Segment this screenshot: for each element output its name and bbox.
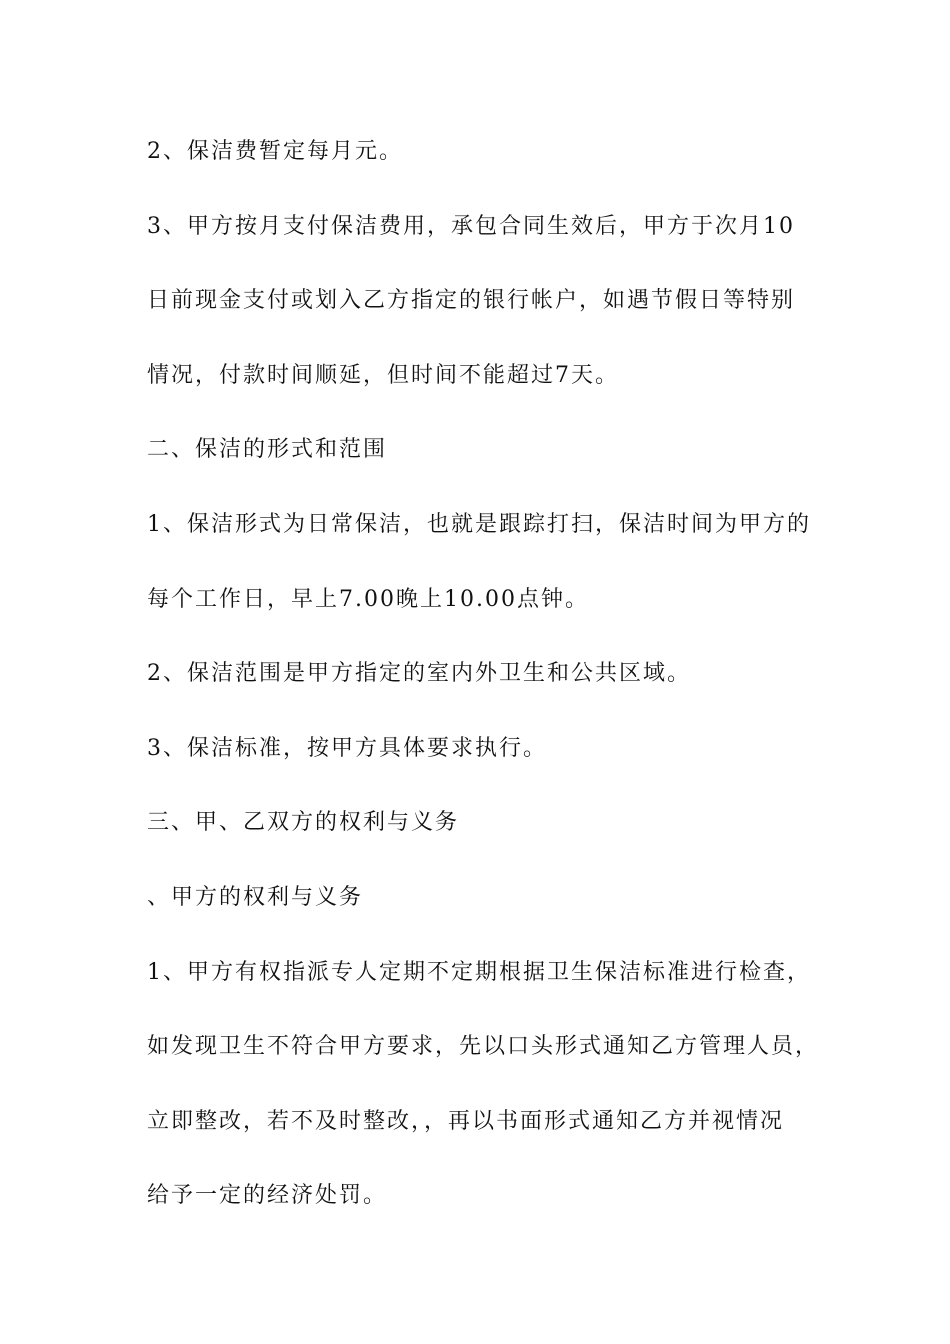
section-heading-rights-duties: 三、甲、乙双方的权利与义务 <box>147 810 460 836</box>
paragraph-line-inspection-3: 立即整改，若不及时整改，，再以书面形式通知乙方并视情况 <box>147 1108 785 1134</box>
paragraph-line-payment-2: 日前现金支付或划入乙方指定的银行帐户，如遇节假日等特别 <box>147 288 796 314</box>
paragraph-line-payment-1: 3、甲方按月支付保洁费用，承包合同生效后，甲方于次月10 <box>147 213 795 239</box>
paragraph-line-payment-3: 情况，付款时间顺延，但时间不能超过7天。 <box>147 362 619 388</box>
paragraph-line-scope: 2、保洁范围是甲方指定的室内外卫生和公共区域。 <box>147 661 691 687</box>
paragraph-line-fee-amount: 2、保洁费暂定每月元。 <box>147 139 403 164</box>
document-body <box>147 133 827 1252</box>
paragraph-line-inspection-4: 给予一定的经济处罚。 <box>147 1183 388 1209</box>
paragraph-line-form-1: 1、保洁形式为日常保洁，也就是跟踪打扫，保洁时间为甲方的 <box>147 511 811 537</box>
paragraph-line-standard: 3、保洁标准，按甲方具体要求执行。 <box>147 735 547 761</box>
section-heading-form-scope: 二、保洁的形式和范围 <box>147 437 388 463</box>
paragraph-line-inspection-1: 1、甲方有权指派专人定期不定期根据卫生保洁标准进行检查， <box>147 959 811 985</box>
paragraph-line-form-2: 每个工作日，早上7.00晚上10.00点钟。 <box>147 586 589 612</box>
paragraph-line-inspection-2: 如发现卫生不符合甲方要求，先以口头形式通知乙方管理人员， <box>147 1034 820 1060</box>
subsection-heading-party-a: 、甲方的权利与义务 <box>147 884 364 910</box>
